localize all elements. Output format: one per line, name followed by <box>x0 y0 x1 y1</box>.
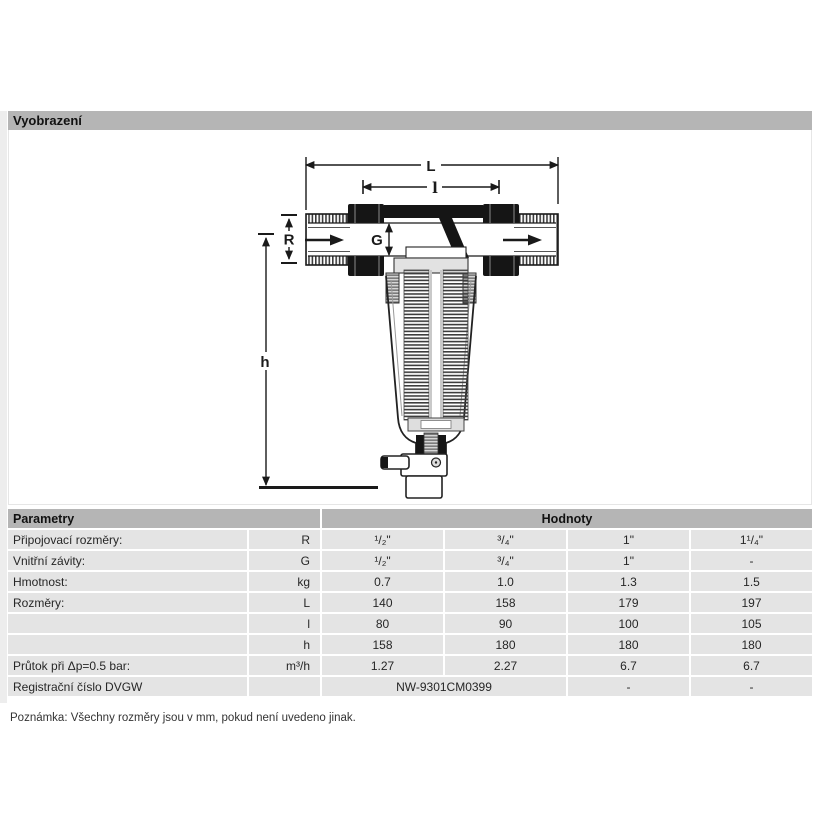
row-label: Hmotnost: <box>8 572 247 591</box>
dimension-L-label: L <box>426 158 436 175</box>
table-cell: - <box>691 551 812 570</box>
table-cell: 6.7 <box>568 656 689 675</box>
table-cell: 2.27 <box>445 656 566 675</box>
table-cell: 1" <box>568 530 689 549</box>
dvgw-number-cell: NW-9301CM0399 <box>322 677 566 696</box>
dimension-l-label: l <box>432 179 438 197</box>
row-symbol: G <box>249 551 320 570</box>
row-label: Vnitřní závity: <box>8 551 247 570</box>
row-symbol: kg <box>249 572 320 591</box>
table-cell: 180 <box>568 635 689 654</box>
table-cell: 1.3 <box>568 572 689 591</box>
row-symbol: m³/h <box>249 656 320 675</box>
table-cell: 6.7 <box>691 656 812 675</box>
table-cell: 197 <box>691 593 812 612</box>
table-cell: 100 <box>568 614 689 633</box>
row-label: Registrační číslo DVGW <box>8 677 247 696</box>
table-cell: ³/₄" <box>445 551 566 570</box>
row-symbol: R <box>249 530 320 549</box>
table-cell: 1" <box>568 551 689 570</box>
row-label: Připojovací rozměry: <box>8 530 247 549</box>
table-cell: 158 <box>322 635 443 654</box>
illustration-section-header <box>8 111 812 130</box>
table-cell: 1.27 <box>322 656 443 675</box>
dimension-h-label: h <box>260 354 270 371</box>
technical-drawing-panel <box>8 130 812 505</box>
table-cell: 158 <box>445 593 566 612</box>
row-symbol: L <box>249 593 320 612</box>
dimension-l <box>363 179 499 197</box>
footnote: Poznámka: Všechny rozměry jsou v mm, pokud není uvedeno jinak. <box>10 711 356 724</box>
dimension-R-label: R <box>283 231 295 249</box>
table-cell: 1¹/₄" <box>691 530 812 549</box>
row-label: Průtok při Δp=0.5 bar: <box>8 656 247 675</box>
left-gutter <box>0 111 7 703</box>
row-label <box>8 635 247 654</box>
dimension-R <box>280 215 298 263</box>
table-cell: 179 <box>568 593 689 612</box>
table-cell: ¹/₂" <box>322 530 443 549</box>
filter-cartridge-mesh <box>404 270 468 431</box>
parameters-table <box>8 509 812 696</box>
table-cell: 90 <box>445 614 566 633</box>
table-cell: 1.0 <box>445 572 566 591</box>
table-cell: 0.7 <box>322 572 443 591</box>
row-symbol: l <box>249 614 320 633</box>
dimension-h <box>256 234 274 485</box>
table-cell: 140 <box>322 593 443 612</box>
table-cell: 105 <box>691 614 812 633</box>
table-cell: 1.5 <box>691 572 812 591</box>
table-cell: 80 <box>322 614 443 633</box>
table-header-parametry: Parametry <box>8 509 320 528</box>
filter-technical-drawing <box>9 130 813 504</box>
row-symbol: h <box>249 635 320 654</box>
illustration-title: Vyobrazení <box>13 113 82 128</box>
dimension-G-label: G <box>371 232 383 249</box>
table-cell: 180 <box>445 635 566 654</box>
table-header-hodnoty: Hodnoty <box>322 509 812 528</box>
row-symbol <box>249 677 320 696</box>
tee-body-top <box>384 205 483 218</box>
table-cell: 180 <box>691 635 812 654</box>
table-cell: ³/₄" <box>445 530 566 549</box>
table-cell: - <box>568 677 689 696</box>
table-cell: ¹/₂" <box>322 551 443 570</box>
row-label <box>8 614 247 633</box>
table-cell: - <box>691 677 812 696</box>
row-label: Rozměry: <box>8 593 247 612</box>
valve-handle-cap <box>381 457 388 468</box>
